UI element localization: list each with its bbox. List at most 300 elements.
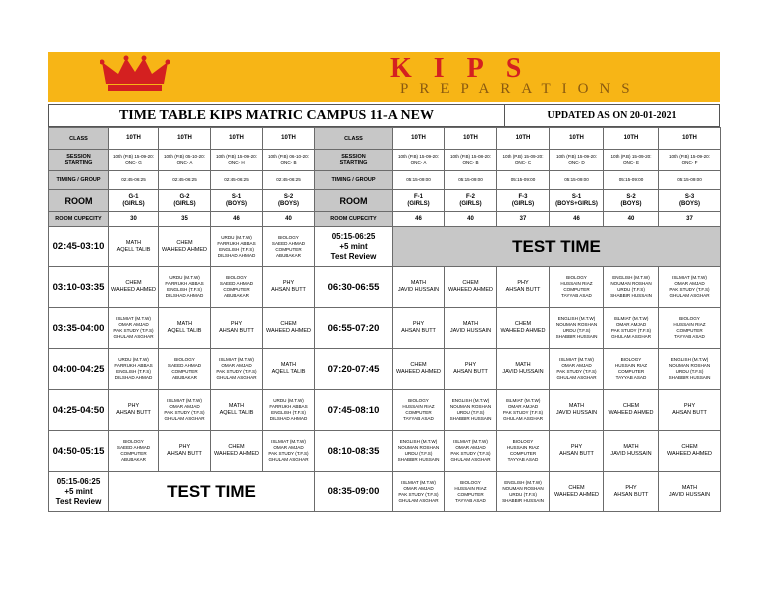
room-row-value-line: S-2 bbox=[283, 193, 294, 200]
test-review-cell-line: Test Review bbox=[55, 496, 102, 506]
subject-cell-line: PHY bbox=[127, 403, 140, 409]
subject-cell-right-line: PHY bbox=[625, 484, 637, 491]
subject-cell-right-line: NOUMAN ROSHAN bbox=[397, 445, 440, 450]
subject-cell-line: AHSAN BUTT bbox=[116, 410, 151, 416]
subject-cell-right bbox=[497, 431, 550, 472]
room-row-value-right-line: (GIRLS) bbox=[511, 200, 535, 207]
subject-cell-right-line: WAHEED AHMED bbox=[608, 410, 654, 416]
subject-cell-right-line: CHEM bbox=[462, 280, 479, 286]
subject-cell-right-line: WAHEED AHMED bbox=[395, 369, 442, 375]
subject-cell-right-line: OMAR AMJAD bbox=[561, 363, 592, 368]
subject-cell-line: GHULAM ASGHAR bbox=[113, 334, 154, 339]
timing-row-value-right: 05:15-09:00 bbox=[550, 171, 604, 190]
subject-cell-right bbox=[550, 308, 604, 349]
room-row-value-right-line: (BOYS) bbox=[620, 200, 642, 207]
subject-cell-right bbox=[497, 308, 550, 349]
test-review-cell bbox=[49, 472, 109, 512]
subject-cell-line: COMPUTER bbox=[223, 287, 250, 292]
period-row bbox=[49, 390, 721, 431]
subject-cell-right-line: PAK STUDY (T.F.S) bbox=[610, 328, 652, 333]
subject-cell-right-line: GHULAM ASGHAR bbox=[556, 375, 597, 380]
subject-cell-line: WAHEED AHMED bbox=[265, 328, 312, 334]
subject-cell-line: CHEM bbox=[176, 239, 193, 246]
session-row-value-right bbox=[604, 150, 659, 171]
subject-cell-right-line: HUSSAIN RIAZ bbox=[506, 445, 540, 450]
room-row-value-right-line: S-3 bbox=[684, 193, 695, 200]
subject-cell-right-line: SHABBIR HUSSAIN bbox=[449, 416, 492, 421]
subject-cell-right-line: ISLMIAT (M.T.W) bbox=[401, 479, 436, 485]
subject-cell-line: ISLMIAT (M.T.W) bbox=[219, 357, 254, 362]
subject-cell-right-line: COMPUTER bbox=[617, 369, 645, 374]
subject-cell-line: MATH bbox=[176, 321, 193, 327]
session-row-value-right bbox=[393, 150, 445, 171]
capacity-row bbox=[49, 212, 721, 227]
class-row-value: 10TH bbox=[263, 128, 315, 150]
period-row bbox=[49, 431, 721, 472]
subject-cell-line: ENGLISH (T.F.S) bbox=[116, 369, 151, 374]
subject-cell bbox=[211, 227, 263, 267]
subject-cell-right bbox=[393, 472, 445, 512]
timing-row bbox=[49, 171, 721, 190]
period-time: 04:00-04:25 bbox=[49, 349, 109, 390]
subject-cell-right-line: JAVID HUSSAIN bbox=[555, 410, 598, 416]
session-row-value-right-line: ONC- E bbox=[622, 160, 640, 165]
session-row-value-right-line: 10th (P.B) 15-09-20: bbox=[668, 154, 711, 159]
room-row-value-right-line: (GIRLS) bbox=[407, 200, 430, 207]
subject-cell-right bbox=[604, 308, 659, 349]
subject-cell-line: DILSHAD AHMAD bbox=[217, 252, 256, 258]
subject-cell-right-line: HUSSAIN RIAZ bbox=[560, 281, 593, 286]
test-review-cell-right-line: Test Review bbox=[330, 251, 377, 261]
subject-cell-right-line: GHULAM ASGHAR bbox=[398, 497, 439, 503]
subject-cell-line: ISLMIAT (M.T.W) bbox=[271, 439, 306, 444]
subject-cell bbox=[159, 227, 211, 267]
subject-cell-line: AHSAN BUTT bbox=[167, 451, 202, 457]
subject-cell-line: AQELL TALIB bbox=[116, 246, 151, 253]
session-row-value-right-line: ONC- F bbox=[681, 160, 698, 165]
class-row-value: 10TH bbox=[211, 128, 263, 150]
room-row-value-right bbox=[604, 190, 659, 212]
subject-cell-right-line: SHABBIR HUSSAIN bbox=[502, 497, 544, 503]
subject-cell-right-line: CHEM bbox=[514, 321, 532, 327]
subject-cell-line: WAHEED AHMED bbox=[161, 246, 208, 253]
subject-cell-right-line: COMPUTER bbox=[509, 451, 537, 456]
room-row-value bbox=[109, 190, 159, 212]
room-row-value-right-line: S-1 bbox=[571, 193, 582, 200]
period-row bbox=[49, 308, 721, 349]
subject-cell-right-line: OMAR AMJAD bbox=[674, 281, 705, 286]
period-time-right: 07:20-07:45 bbox=[315, 349, 393, 390]
subject-cell-line: MATH bbox=[228, 403, 245, 409]
subject-cell-line: URDU (M.T.W) bbox=[221, 234, 252, 240]
session-row-value-line: 10th (P.B) 15-09-20: bbox=[215, 154, 258, 159]
subject-cell-right-line: CHEM bbox=[681, 444, 698, 450]
subject-cell-right-line: SHABBIR HUSSAIN bbox=[555, 334, 598, 339]
subject-cell-right-line: BIOLOGY bbox=[620, 357, 642, 362]
subject-cell bbox=[109, 390, 159, 431]
session-row-value-right-line: ONC- A bbox=[410, 160, 427, 165]
session-row-value-right bbox=[659, 150, 721, 171]
subject-cell-right-line: COMPUTER bbox=[405, 410, 432, 415]
period-time-right: 06:55-07:20 bbox=[315, 308, 393, 349]
subject-cell-right-line: JAVID HUSSAIN bbox=[502, 369, 544, 375]
subject-cell-right-line: HUSSAIN RIAZ bbox=[614, 363, 648, 368]
room-row-value-line: (GIRLS) bbox=[173, 200, 196, 207]
subject-cell-line: GHULAM ASGHAR bbox=[216, 375, 257, 380]
subject-cell-right-line: CHEM bbox=[622, 403, 640, 409]
room-row-value-right-line: (BOYS+GIRLS) bbox=[555, 200, 598, 207]
subject-cell-right bbox=[550, 431, 604, 472]
subject-cell-right-line: URDU (T.F.S) bbox=[562, 328, 591, 333]
period-time-right: 08:35-09:00 bbox=[315, 472, 393, 512]
subject-cell-line: CHEM bbox=[125, 280, 142, 286]
crown-logo bbox=[100, 54, 170, 94]
subject-cell-line: URDU (M.T.W) bbox=[118, 357, 149, 362]
subject-cell-right bbox=[497, 390, 550, 431]
subject-cell-right bbox=[393, 390, 445, 431]
subject-cell bbox=[109, 227, 159, 267]
period-row bbox=[49, 267, 721, 308]
subject-cell-line: ABUBAKAR bbox=[275, 252, 302, 258]
subject-cell-line: BIOLOGY bbox=[174, 357, 195, 362]
period-time: 02:45-03:10 bbox=[49, 227, 109, 267]
subject-cell-right-line: NOUMAN ROSHAN bbox=[668, 363, 711, 368]
subject-cell bbox=[263, 227, 315, 267]
room-row-value-line: (BOYS) bbox=[278, 200, 299, 207]
subject-cell-right bbox=[445, 472, 497, 512]
capacity-row-value-right: 46 bbox=[393, 212, 445, 227]
subject-cell-right-line: NOUMAN ROSHAN bbox=[449, 404, 492, 409]
session-row-value-right-line: 10th (P.B) 15-09-20: bbox=[397, 154, 440, 159]
subject-cell-right bbox=[659, 267, 721, 308]
subject-cell bbox=[263, 349, 315, 390]
subject-cell-line: FARRUKH ABBAS bbox=[114, 363, 153, 368]
subject-cell-right-line: OMAR AMJAD bbox=[615, 322, 647, 327]
subject-cell-right bbox=[550, 349, 604, 390]
subject-cell-right bbox=[445, 390, 497, 431]
test-review-cell-line: 05:15-06:25 bbox=[56, 476, 101, 486]
subject-cell-right-line: PHY bbox=[570, 444, 583, 450]
room-row-value-right bbox=[393, 190, 445, 212]
capacity-row-label: ROOM CUPECITY bbox=[49, 212, 109, 227]
subject-cell-right-line: WAHEED AHMED bbox=[447, 287, 494, 293]
subject-cell-right-line: COMPUTER bbox=[457, 491, 484, 497]
subject-cell-right-line: GHULAM ASGHAR bbox=[502, 416, 544, 421]
subject-cell-right-line: PAK STUDY (T.F.S) bbox=[669, 287, 710, 292]
subject-cell-right-line: HUSSAIN RIAZ bbox=[454, 485, 487, 491]
subject-cell-right-line: PHY bbox=[464, 362, 477, 368]
kips-banner bbox=[48, 52, 720, 102]
timing-row-value-right: 05:15-09:00 bbox=[497, 171, 550, 190]
subject-cell-line: SAEED AHMAD bbox=[116, 445, 151, 450]
subject-cell-right bbox=[659, 349, 721, 390]
session-row-label bbox=[49, 150, 109, 171]
session-row-label-line: STARTING bbox=[64, 160, 93, 166]
capacity-row-value-right: 37 bbox=[659, 212, 721, 227]
class-row-label: CLASS bbox=[49, 128, 109, 150]
timing-row-value-right: 05:15-09:00 bbox=[393, 171, 445, 190]
subject-cell-right-line: HUSSAIN RIAZ bbox=[402, 404, 435, 409]
test-review-cell-line: +5 mint bbox=[64, 486, 93, 496]
subject-cell-line: URDU (M.T.W) bbox=[169, 275, 200, 280]
timing-row-value: 02:45-06:25 bbox=[159, 171, 211, 190]
session-row-value-right-line: ONC- D bbox=[568, 160, 585, 165]
class-row bbox=[49, 128, 721, 150]
subject-cell-line: SAEED AHMAD bbox=[167, 363, 202, 368]
subject-cell-line: ABUBAKAR bbox=[223, 293, 250, 298]
subject-cell-right-line: URDU (T.F.S) bbox=[617, 287, 645, 292]
subject-cell-right-line: AHSAN BUTT bbox=[559, 451, 594, 457]
subject-cell-right-line: TAYYAB ASAD bbox=[561, 293, 592, 298]
subject-cell bbox=[159, 349, 211, 390]
subject-cell-right bbox=[550, 267, 604, 308]
subject-cell-right bbox=[550, 472, 604, 512]
session-row bbox=[49, 150, 721, 171]
subject-cell-right bbox=[604, 349, 659, 390]
subject-cell-right-line: ENGLISH (M.T.W) bbox=[557, 316, 596, 321]
subject-cell-line: DILSHAD AHMAD bbox=[165, 293, 204, 298]
subject-cell-right bbox=[497, 472, 550, 512]
subject-cell-line: WAHEED AHMED bbox=[213, 451, 260, 457]
subject-cell-right-line: MATH bbox=[568, 403, 585, 409]
session-row-value-right-line: 10th (P.B) 15-09-20: bbox=[555, 154, 598, 159]
subject-cell-right bbox=[659, 472, 721, 512]
subject-cell-right-line: OMAR AMJAD bbox=[403, 485, 434, 491]
capacity-row-value-right: 40 bbox=[604, 212, 659, 227]
subject-cell-right-line: BIOLOGY bbox=[408, 398, 429, 403]
period-time: 03:35-04:00 bbox=[49, 308, 109, 349]
period-time-right: 07:45-08:10 bbox=[315, 390, 393, 431]
subject-cell bbox=[109, 431, 159, 472]
period-time: 04:25-04:50 bbox=[49, 390, 109, 431]
test-time-banner-right: TEST TIME bbox=[393, 227, 721, 267]
room-row-value-line: (GIRLS) bbox=[122, 200, 145, 207]
title-row bbox=[48, 104, 720, 127]
subject-cell-right-line: ISLMIAT (M.T.W) bbox=[672, 275, 707, 280]
subject-cell-line: OMAR AMJAD bbox=[273, 445, 304, 450]
subject-cell-line: CHEM bbox=[280, 321, 297, 327]
subject-cell-line: ENGLISH (T.F.S) bbox=[167, 287, 202, 292]
timing-row-value: 02:45-06:25 bbox=[263, 171, 315, 190]
subject-cell-line: FARRUKH ABBAS bbox=[165, 281, 204, 286]
subject-cell bbox=[109, 308, 159, 349]
subject-cell-right-line: ENGLISH (M.T.W) bbox=[612, 275, 650, 280]
subject-cell-right-line: JAVID HUSSAIN bbox=[610, 451, 652, 457]
timing-row-value-right: 05:15-09:00 bbox=[604, 171, 659, 190]
subject-cell bbox=[211, 308, 263, 349]
session-row-label-right bbox=[315, 150, 393, 171]
subject-cell-right bbox=[393, 431, 445, 472]
subject-cell-line: COMPUTER bbox=[171, 369, 198, 374]
subject-cell bbox=[159, 390, 211, 431]
subject-cell-right-line: NOUMAN ROSHAN bbox=[610, 281, 652, 286]
session-row-value-right bbox=[497, 150, 550, 171]
session-row-label-right-line: SESSION bbox=[341, 154, 366, 160]
period-row bbox=[49, 349, 721, 390]
page-title: TIME TABLE KIPS MATRIC CAMPUS 11-A NEW bbox=[49, 105, 505, 126]
timetable-grid bbox=[48, 127, 721, 512]
subject-cell-right-line: TAYYAB ASAD bbox=[674, 334, 705, 339]
brand-tagline: PREPARATIONS bbox=[400, 81, 641, 97]
subject-cell bbox=[159, 308, 211, 349]
subject-cell bbox=[211, 431, 263, 472]
subject-cell-right-line: GHULAM ASGHAR bbox=[450, 457, 491, 462]
room-row-value bbox=[159, 190, 211, 212]
subject-cell bbox=[263, 431, 315, 472]
subject-cell-right-line: URDU (T.F.S) bbox=[456, 410, 485, 415]
room-row-value-right bbox=[445, 190, 497, 212]
subject-cell-line: CHEM bbox=[228, 444, 245, 450]
subject-cell-right-line: PAK STUDY (T.F.S) bbox=[556, 369, 597, 374]
subject-cell-right-line: JAVID HUSSAIN bbox=[668, 491, 711, 498]
subject-cell-right bbox=[393, 308, 445, 349]
subject-cell-right-line: PHY bbox=[412, 321, 425, 327]
subject-cell-right-line: BIOLOGY bbox=[512, 439, 534, 444]
subject-cell-line: PHY bbox=[230, 321, 243, 327]
subject-cell-right-line: WAHEED AHMED bbox=[500, 328, 546, 334]
session-row-value-line: ONC- B bbox=[280, 160, 297, 165]
subject-cell-right-line: TAYYAB ASAD bbox=[507, 457, 539, 462]
subject-cell-line: PAK STUDY (T.F.S) bbox=[113, 328, 154, 333]
subject-cell-right-line: AHSAN BUTT bbox=[401, 328, 436, 334]
subject-cell-right-line: ENGLISH (M.T.W) bbox=[504, 479, 542, 485]
subject-cell-right-line: ISLMIAT (M.T.W) bbox=[613, 316, 649, 321]
subject-cell-right-line: BIOLOGY bbox=[460, 479, 481, 485]
subject-cell bbox=[159, 431, 211, 472]
subject-cell-right-line: PHY bbox=[517, 280, 529, 286]
session-row-value-line: 10th (P.B) 05-10-20: bbox=[163, 154, 206, 159]
session-row-value-line: ONC- H bbox=[228, 160, 245, 165]
subject-cell-line: DILSHAD AHMAD bbox=[114, 375, 153, 380]
subject-cell-right-line: AHSAN BUTT bbox=[672, 410, 707, 416]
subject-cell-line: OMAR AMJAD bbox=[169, 404, 200, 409]
subject-cell-line: ABUBAKAR bbox=[120, 457, 147, 462]
subject-cell-right-line: SHABBIR HUSSAIN bbox=[397, 457, 440, 462]
capacity-row-value: 46 bbox=[211, 212, 263, 227]
session-row-value-right bbox=[550, 150, 604, 171]
subject-cell-line: PAK STUDY (T.F.S) bbox=[216, 369, 257, 374]
capacity-row-value: 35 bbox=[159, 212, 211, 227]
subject-cell-right-line: WAHEED AHMED bbox=[553, 491, 600, 498]
subject-cell-right-line: HUSSAIN RIAZ bbox=[673, 322, 706, 327]
subject-cell-right-line: PAK STUDY (T.F.S) bbox=[398, 491, 439, 497]
session-row-value-line: 10th (P.B) 15-09-20: bbox=[112, 154, 155, 159]
subject-cell-right-line: PAK STUDY (T.F.S) bbox=[450, 451, 491, 456]
subject-cell-line: ABUBAKAR bbox=[171, 375, 198, 380]
room-row-value bbox=[263, 190, 315, 212]
room-row-value-right-line: S-2 bbox=[626, 193, 636, 200]
subject-cell-line: SAEED AHMAD bbox=[219, 281, 254, 286]
subject-cell-right-line: TAYYAB ASAD bbox=[403, 416, 434, 421]
room-row-value-right bbox=[659, 190, 721, 212]
subject-cell-right bbox=[604, 431, 659, 472]
test-review-cell-right-line: 05:15-06:25 bbox=[331, 231, 376, 241]
subject-cell-right-line: GHULAM ASGHAR bbox=[669, 293, 710, 298]
subject-cell-right-line: PAK STUDY (T.F.S) bbox=[502, 410, 544, 415]
room-row-label: ROOM bbox=[49, 190, 109, 212]
session-row-label-right-line: STARTING bbox=[339, 160, 368, 166]
subject-cell-right-line: ENGLISH (M.T.W) bbox=[451, 398, 490, 403]
class-row-value-right: 10TH bbox=[393, 128, 445, 150]
subject-cell-line: WAHEED AHMED bbox=[110, 287, 157, 293]
subject-cell-right-line: MATH bbox=[623, 444, 639, 450]
room-row-value-line: S-1 bbox=[231, 193, 242, 200]
class-row-value: 10TH bbox=[109, 128, 159, 150]
subject-cell-line: ENGLISH (T.F.S) bbox=[271, 410, 306, 415]
timing-row-label: TIMING / GROUP bbox=[49, 171, 109, 190]
subject-cell-right-line: JAVID HUSSAIN bbox=[449, 328, 492, 334]
subject-cell-line: MATH bbox=[280, 362, 297, 368]
subject-cell-right bbox=[659, 431, 721, 472]
subject-cell-line: SAEED AHMAD bbox=[271, 240, 306, 246]
subject-cell-right-line: CHEM bbox=[568, 484, 585, 491]
session-row-value bbox=[159, 150, 211, 171]
period-time-right: 06:30-06:55 bbox=[315, 267, 393, 308]
subject-cell bbox=[263, 308, 315, 349]
subject-cell-right bbox=[497, 267, 550, 308]
subject-cell-right bbox=[604, 390, 659, 431]
timing-row-value: 02:45-06:25 bbox=[211, 171, 263, 190]
subject-cell-right-line: CHEM bbox=[410, 362, 427, 368]
room-row-value-line: G-2 bbox=[179, 193, 190, 200]
class-row-value: 10TH bbox=[159, 128, 211, 150]
room-row-value-right-line: (GIRLS) bbox=[459, 200, 482, 207]
session-row-label-line: SESSION bbox=[66, 154, 91, 160]
subject-cell-right-line: ISLMIAT (M.T.W) bbox=[453, 439, 488, 444]
capacity-row-value: 30 bbox=[109, 212, 159, 227]
capacity-row-value: 40 bbox=[263, 212, 315, 227]
subject-cell-right-line: ISLMIAT (M.T.W) bbox=[559, 357, 594, 362]
session-row-value bbox=[211, 150, 263, 171]
subject-cell-line: MATH bbox=[125, 239, 142, 246]
subject-cell bbox=[211, 390, 263, 431]
subject-cell-right-line: WAHEED AHMED bbox=[666, 451, 713, 457]
subject-cell-right bbox=[445, 308, 497, 349]
subject-cell-line: COMPUTER bbox=[275, 246, 302, 252]
subject-cell-right-line: MATH bbox=[681, 484, 698, 491]
subject-cell-line: AQELL TALIB bbox=[167, 328, 202, 334]
subject-cell-right-line: URDU (T.F.S) bbox=[509, 491, 537, 497]
subject-cell-line: PAK STUDY (T.F.S) bbox=[164, 410, 205, 415]
subject-cell bbox=[211, 267, 263, 308]
room-row bbox=[49, 190, 721, 212]
room-row-value bbox=[211, 190, 263, 212]
subject-cell-line: GHULAM ASGHAR bbox=[164, 416, 205, 421]
subject-cell-right-line: TAYYAB ASAD bbox=[455, 497, 486, 503]
subject-cell-right bbox=[659, 308, 721, 349]
subject-cell-right-line: SHABBIR HUSSAIN bbox=[610, 293, 652, 298]
period-time: 04:50-05:15 bbox=[49, 431, 109, 472]
subject-cell-right-line: NOUMAN ROSHAN bbox=[555, 322, 598, 327]
class-row-value-right: 10TH bbox=[659, 128, 721, 150]
subject-cell-right bbox=[497, 349, 550, 390]
subject-cell-right-line: NOUMAN ROSHAN bbox=[502, 485, 544, 491]
subject-cell-line: ENGLISH (T.F.S) bbox=[219, 246, 254, 252]
period-row bbox=[49, 472, 721, 512]
subject-cell-right bbox=[393, 267, 445, 308]
subject-cell bbox=[109, 349, 159, 390]
subject-cell-right-line: MATH bbox=[410, 280, 427, 286]
subject-cell-right-line: BIOLOGY bbox=[566, 275, 587, 280]
subject-cell-line: GHULAM ASGHAR bbox=[268, 457, 309, 462]
period-time: 03:10-03:35 bbox=[49, 267, 109, 308]
subject-cell-right bbox=[445, 267, 497, 308]
updated-date: UPDATED AS ON 20-01-2021 bbox=[547, 110, 677, 121]
test-time-banner: TEST TIME bbox=[109, 472, 315, 512]
class-row-label-right: CLASS bbox=[315, 128, 393, 150]
class-row-value-right: 10TH bbox=[604, 128, 659, 150]
subject-cell-right bbox=[604, 472, 659, 512]
